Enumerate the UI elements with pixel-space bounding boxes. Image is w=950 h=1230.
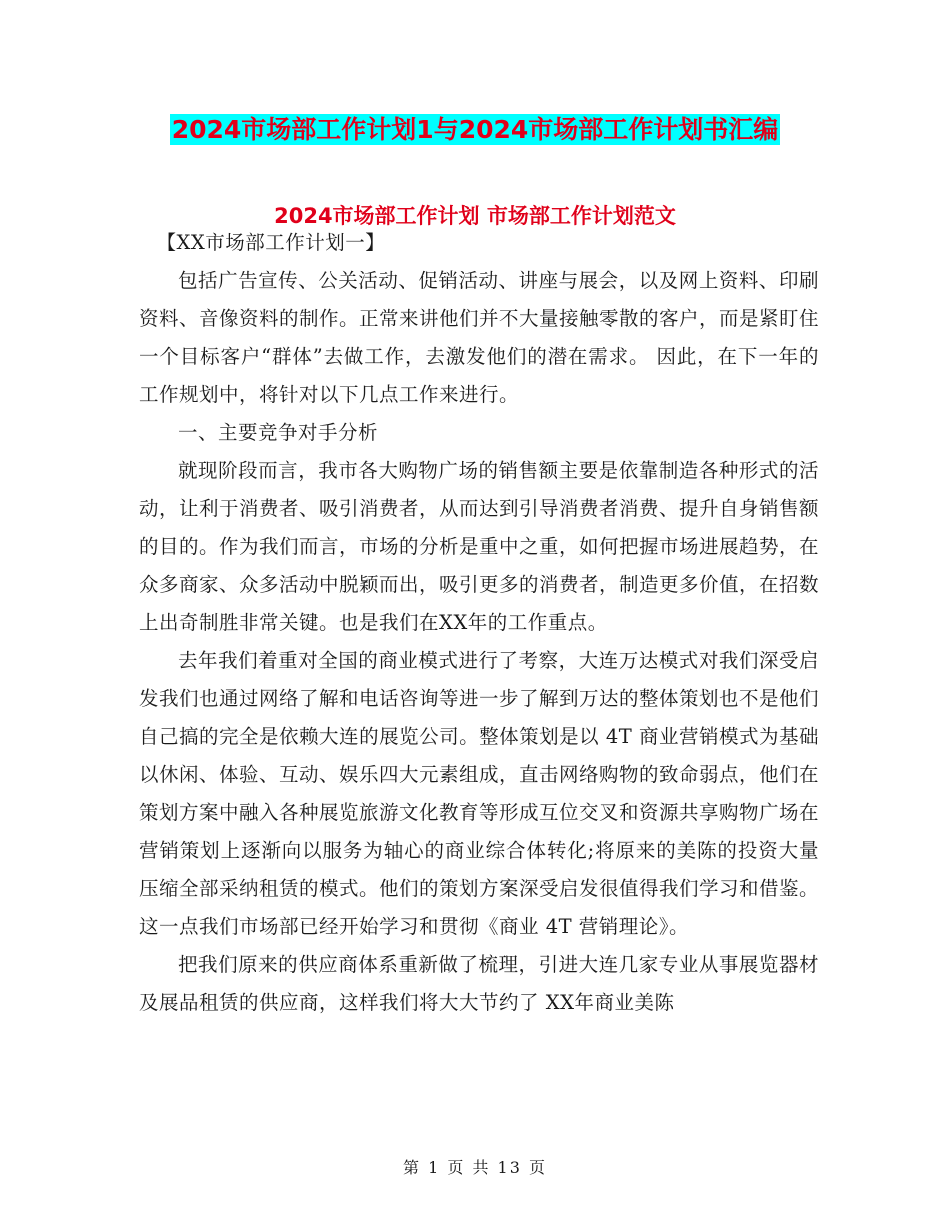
paragraph: 包括广告宣传、公关活动、促销活动、讲座与展会，以及网上资料、印刷资料、音像资料的制作。正常来讲他们并不大量接触零散的客户，而是紧盯住一个目标客户“群体”去做工作，去激发他们的潜在需求。 因此，在下一年的工作规划中，将针对以下几点工作来进行。 — [139, 269, 820, 406]
main-title — [0, 112, 950, 148]
paragraph: 去年我们着重对全国的商业模式进行了考察，大连万达模式对我们深受启发我们也通过网络了解和电话咨询等进一步了解到万达的整体策划也不是他们自己搞的完全是依赖大连的展览公司。整体策划是以 4T 商业营销模式为基础以休闲、体验、互动、娱乐四大元素组成，直击网络购物的致命弱点，他们在策划方案中融入各种展览旅游文化教育等形成互位交叉和资源共享购物广场在营销策划上逐渐向以服务为轴心的商业综合体转化;将原来的美陈的投资大量压缩全部采纳租赁的模式。他们的策划方案深受启发很值得我们学习和借鉴。这一点我们市场部已经开始学习和贯彻《商业 4T 营销理论》。 — [139, 649, 820, 938]
page-footer: 第 1 页 共 13 页 — [403, 1158, 547, 1177]
paragraph-heading: 一、主要竞争对手分析 — [178, 421, 379, 444]
paragraph: 就现阶段而言，我市各大购物广场的销售额主要是依靠制造各种形式的活动，让利于消费者、吸引消费者，从而达到引导消费者消费、提升自身销售额的目的。作为我们而言，市场的分析是重中之重，如何把握市场进展趋势，在众多商家、众多活动中脱颖而出，吸引更多的消费者，制造更多价值，在招数上出奇制胜非常关键。也是我们在XX年的工作重点。 — [139, 459, 820, 634]
sub-title: 2024市场部工作计划 市场部工作计划范文 — [274, 204, 676, 228]
paragraph: 把我们原来的供应商体系重新做了梳理，引进大连几家专业从事展览器材及展品租赁的供应商，这样我们将大大节约了 XX年商业美陈 — [139, 953, 819, 1014]
main-title-text: 2024市场部工作计划1与2024市场部工作计划书汇编 — [171, 115, 779, 144]
document-body — [139, 224, 819, 1022]
section-label: 【XX市场部工作计划一】 — [156, 231, 386, 254]
